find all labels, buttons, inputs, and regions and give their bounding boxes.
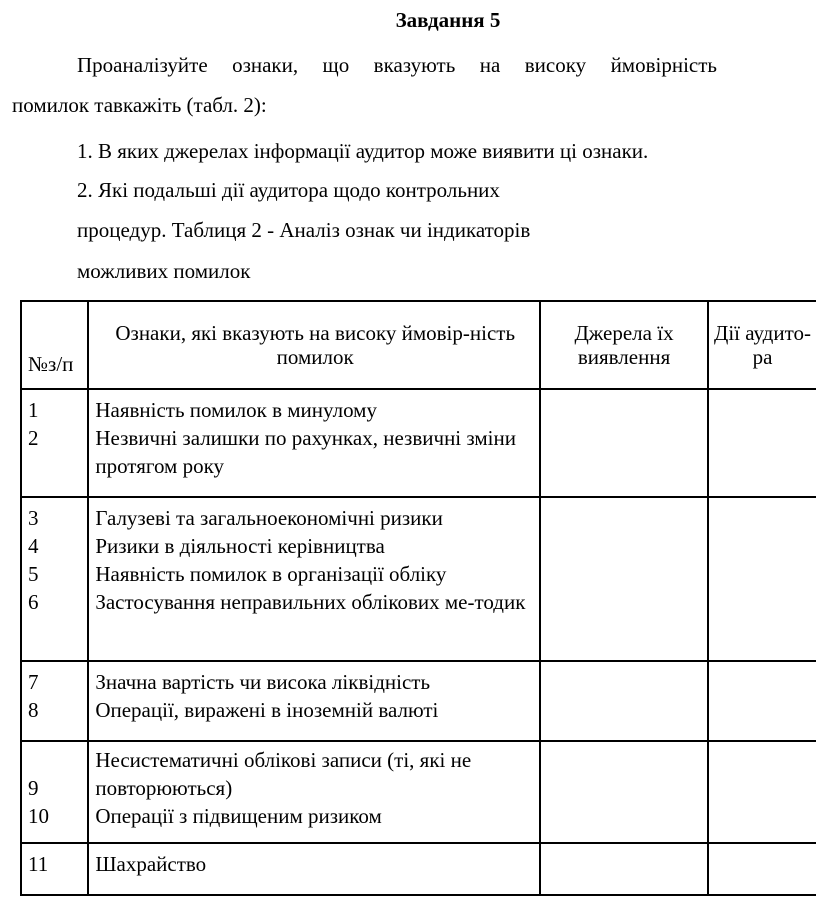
- sign-item: Наявність помилок в минулому: [95, 398, 377, 422]
- row-number: 8: [28, 698, 39, 722]
- row-number: 7: [28, 670, 39, 694]
- table-row: [21, 741, 816, 843]
- actions-cell[interactable]: [708, 389, 816, 497]
- intro-line-2: помилок тавкажіть (табл. 2):: [12, 93, 267, 117]
- row-number: 1: [28, 398, 39, 422]
- table-header-row: [21, 301, 816, 389]
- sign-item: Несистематичні облікові записи (ті, які не повторюються): [95, 748, 472, 800]
- sources-cell[interactable]: [540, 497, 708, 661]
- row-number: 3: [28, 506, 39, 530]
- row-number: 6: [28, 590, 39, 614]
- row-number: 11: [28, 852, 49, 876]
- header-sources-label: Джерела їх виявлення: [574, 321, 674, 369]
- actions-cell[interactable]: [708, 661, 816, 741]
- header-sources: [540, 301, 708, 389]
- header-num: №з/п: [21, 301, 88, 389]
- sign-item: Наявність помилок в організації обліку: [95, 562, 447, 586]
- sources-cell[interactable]: [540, 389, 708, 497]
- sign-item: Застосування неправильних облікових ме-тодик: [95, 590, 526, 614]
- actions-cell[interactable]: [708, 843, 816, 895]
- question-1: 1. В яких джерелах інформації аудитор може виявити ці ознаки.: [77, 139, 649, 163]
- actions-cell[interactable]: [708, 497, 816, 661]
- table-row: [21, 843, 816, 895]
- sign-item: Операції з підвищеним ризиком: [95, 804, 382, 828]
- header-actions: [708, 301, 816, 389]
- sign-item: Значна вартість чи висока ліквідність: [95, 670, 431, 694]
- actions-cell[interactable]: [708, 741, 816, 843]
- row-number: 10: [28, 804, 49, 828]
- row-number: 4: [28, 534, 39, 558]
- header-signs: [88, 301, 540, 389]
- table-row: [21, 661, 816, 741]
- sign-item: Незвичні залишки по рахунках, незвичні зміни протягом року: [95, 426, 516, 478]
- intro-line-1: Проаналізуйте ознаки, що вказують на високу ймовірність: [77, 53, 717, 77]
- question-2-line-3: можливих помилок: [77, 259, 251, 283]
- task-title: Завдання 5: [395, 8, 501, 32]
- table-row: [21, 497, 816, 661]
- sign-item: Галузеві та загальноекономічні ризики: [95, 506, 443, 530]
- analysis-table: [20, 300, 816, 896]
- question-2-line-1: 2. Які подальші дії аудитора щодо контрольних: [77, 178, 500, 202]
- sources-cell[interactable]: [540, 843, 708, 895]
- header-signs-label: Ознаки, які вказують на високу ймовір-ність помилок: [115, 321, 516, 369]
- sign-item: Операції, виражені в іноземній валюті: [95, 698, 439, 722]
- row-number: 5: [28, 562, 39, 586]
- sources-cell[interactable]: [540, 741, 708, 843]
- row-number: 2: [28, 426, 39, 450]
- question-2-line-2: процедур. Таблиця 2 - Аналіз ознак чи індикаторів: [77, 218, 531, 242]
- table-row: [21, 389, 816, 497]
- sources-cell[interactable]: [540, 661, 708, 741]
- sign-item: Шахрайство: [95, 852, 207, 876]
- header-actions-label: Дії аудито-ра: [714, 321, 811, 369]
- row-number: 9: [28, 776, 39, 800]
- sign-item: Ризики в діяльності керівництва: [95, 534, 385, 558]
